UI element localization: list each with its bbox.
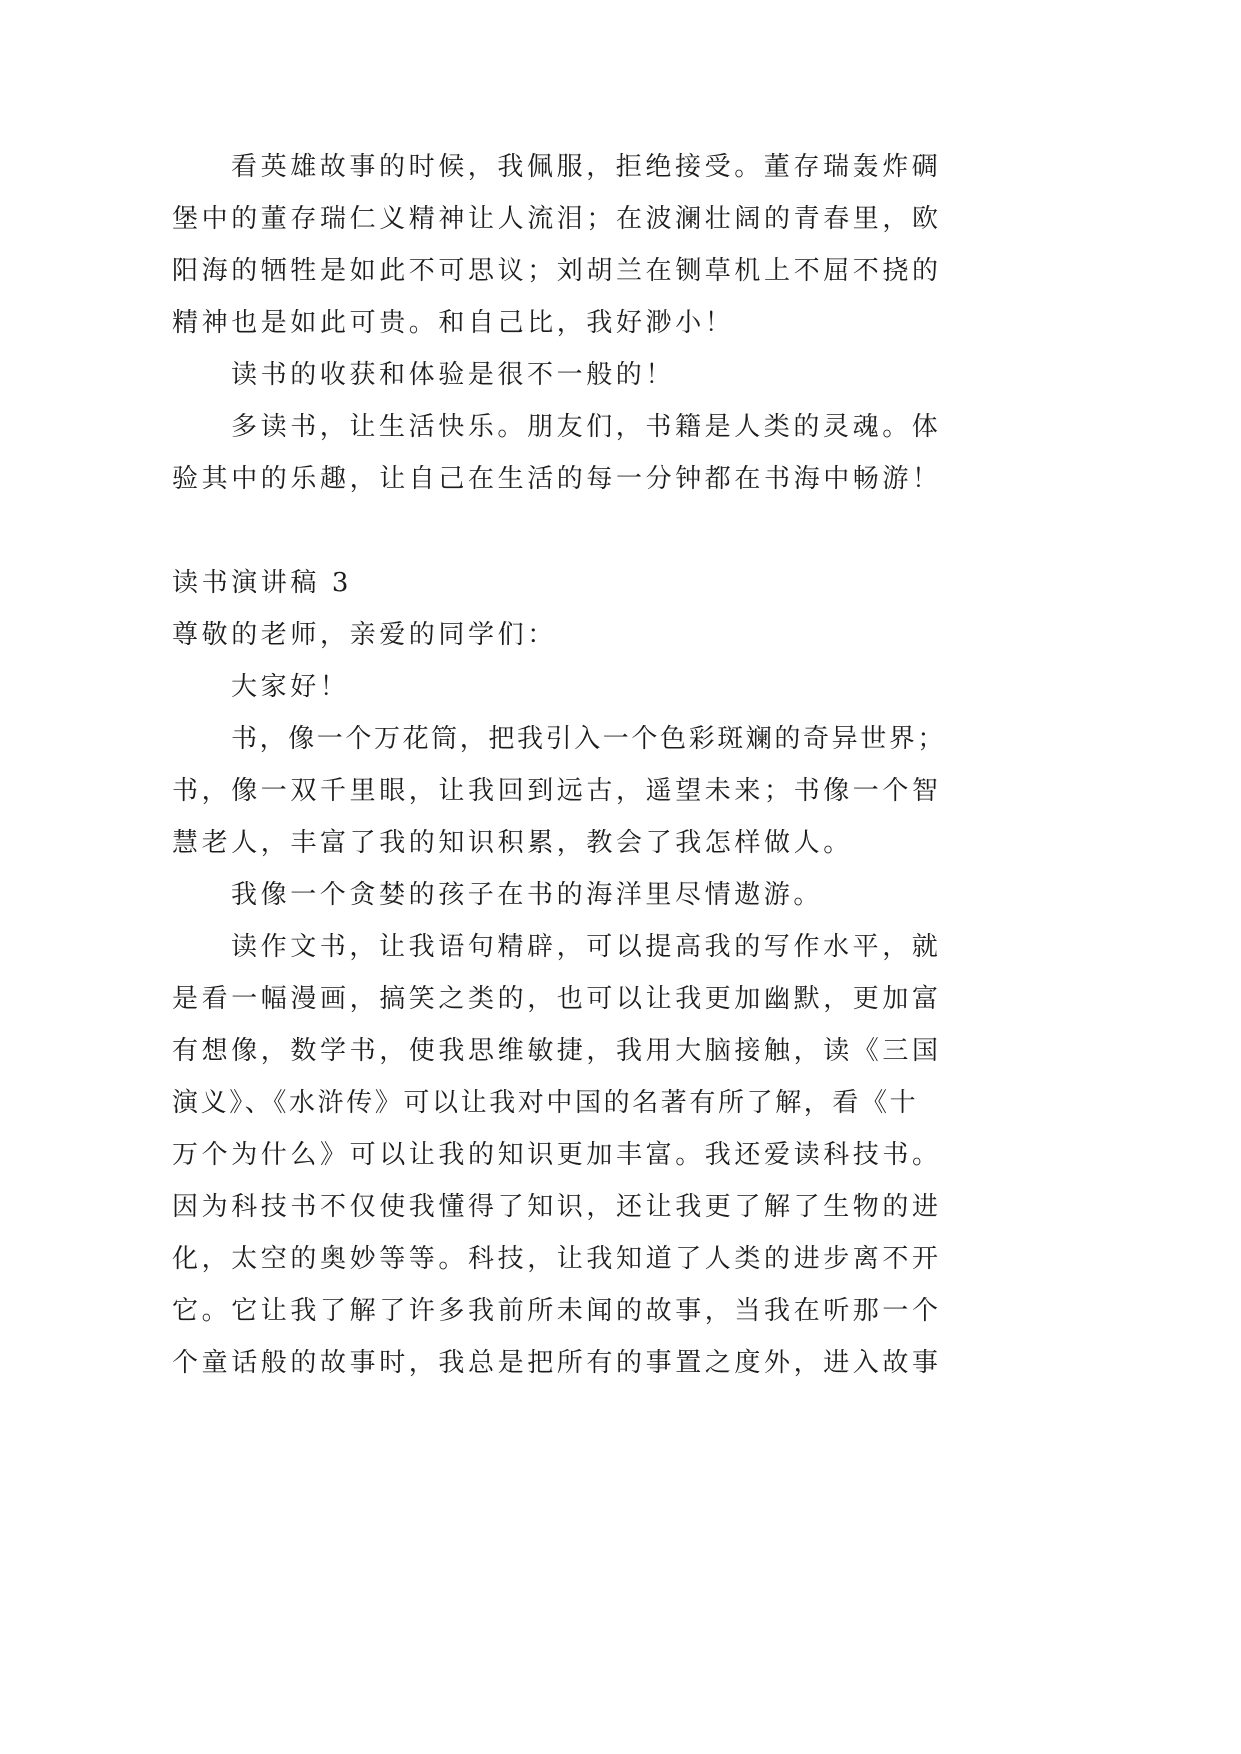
text-line: 演义》、《水浒传》可以让我对中国的名著有所了解，看《十 — [172, 1088, 919, 1118]
text-line: 读书的收获和体验是很不一般的！ — [231, 360, 676, 390]
paragraph — [172, 401, 1072, 505]
paragraph — [172, 869, 1072, 921]
text-line: 堡中的董存瑞仁义精神让人流泪；在波澜壮阔的青春里，欧 — [172, 204, 942, 234]
text-line: 我像一个贪婪的孩子在书的海洋里尽情遨游。 — [231, 880, 824, 910]
text-line: 阳海的牺牲是如此不可思议；刘胡兰在铡草机上不屈不挠的 — [172, 256, 942, 286]
text-line: 多读书，让生活快乐。朋友们，书籍是人类的灵魂。体 — [231, 412, 942, 442]
text-line: 慧老人，丰富了我的知识积累，教会了我怎样做人。 — [172, 828, 853, 858]
paragraph — [172, 713, 1072, 869]
blank-line — [172, 505, 1072, 557]
paragraph — [172, 349, 1072, 401]
text-line: 书，像一个万花筒，把我引入一个色彩斑斓的奇异世界； — [231, 724, 947, 754]
text-line: 验其中的乐趣，让自己在生活的每一分钟都在书海中畅游！ — [172, 464, 942, 494]
text-line: 是看一幅漫画，搞笑之类的，也可以让我更加幽默，更加富 — [172, 984, 942, 1014]
text-line: 精神也是如此可贵。和自己比，我好渺小！ — [172, 308, 735, 338]
document-body — [172, 141, 1072, 1389]
text-line: 读作文书，让我语句精辟，可以提高我的写作水平，就 — [231, 932, 942, 962]
text-line: 化，太空的奥妙等等。科技，让我知道了人类的进步离不开 — [172, 1244, 942, 1274]
text-line: 看英雄故事的时候，我佩服，拒绝接受。董存瑞轰炸碉 — [231, 152, 942, 182]
salutation: 尊敬的老师，亲爱的同学们： — [172, 620, 557, 650]
text-line: 个童话般的故事时，我总是把所有的事置之度外，进入故事 — [172, 1348, 942, 1378]
text-line: 它。它让我了解了许多我前所未闻的故事，当我在听那一个 — [172, 1296, 942, 1326]
text-line: 书，像一双千里眼，让我回到远古，遥望未来；书像一个智 — [172, 776, 942, 806]
text-line: 万个为什么》可以让我的知识更加丰富。我还爱读科技书。 — [172, 1140, 942, 1170]
paragraph — [172, 661, 1072, 713]
text-line: 因为科技书不仅使我懂得了知识，还让我更了解了生物的进 — [172, 1192, 942, 1222]
text-line: 大家好！ — [231, 672, 350, 702]
text-line: 有想像，数学书，使我思维敏捷，我用大脑接触，读《三国 — [172, 1036, 942, 1066]
section-title: 读书演讲稿 3 — [172, 568, 353, 598]
paragraph — [172, 141, 1072, 349]
paragraph — [172, 921, 1072, 1389]
